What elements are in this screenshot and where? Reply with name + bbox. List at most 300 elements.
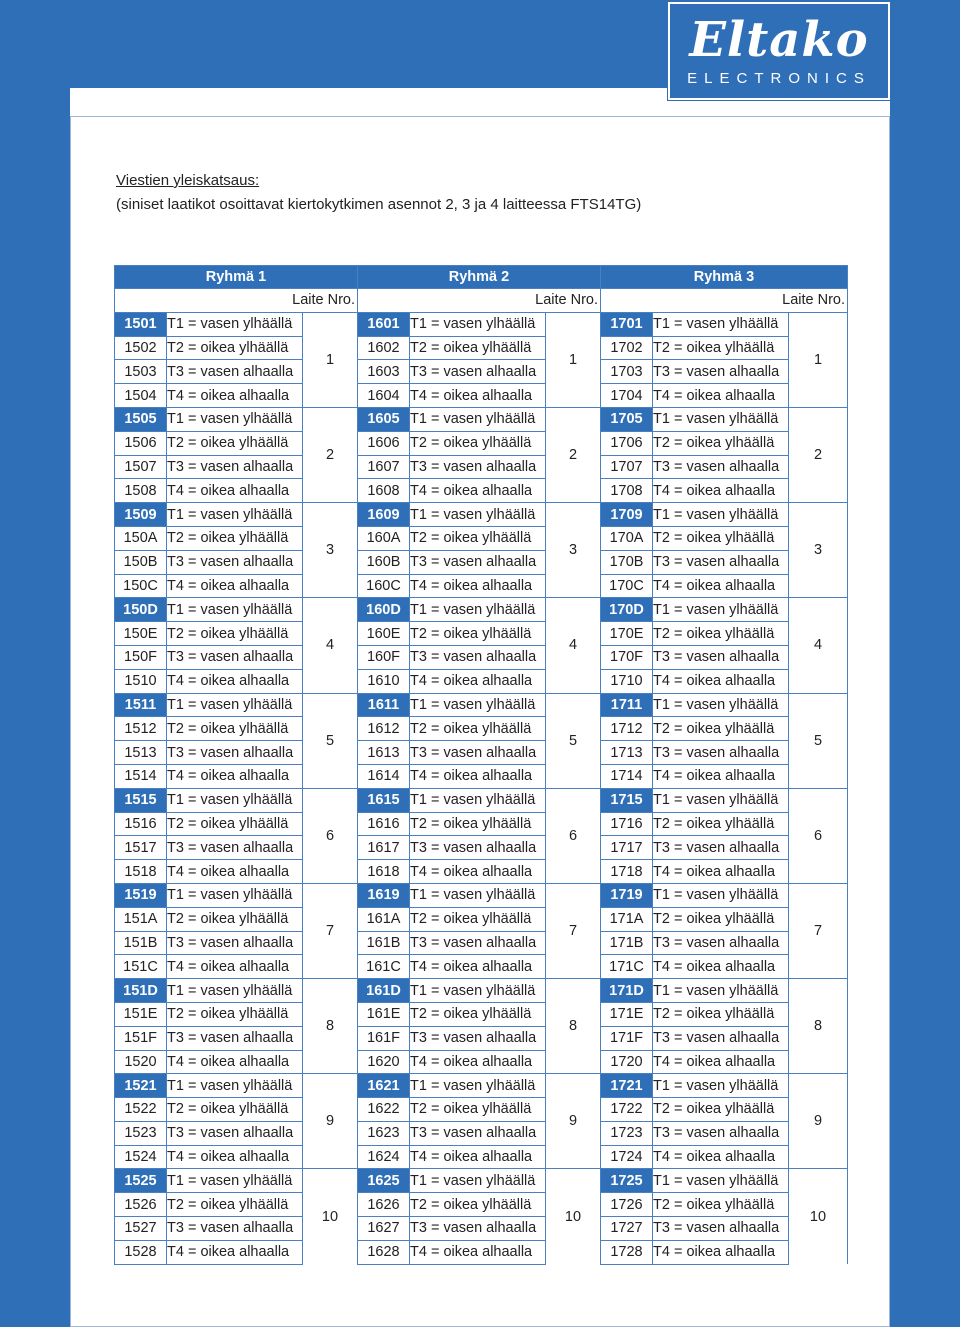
- button-description: T1 = vasen ylhäällä: [653, 503, 789, 527]
- message-code: 1725: [601, 1169, 653, 1193]
- button-description: T3 = vasen alhaalla: [653, 645, 789, 669]
- table-row: [115, 550, 848, 574]
- overview-heading: Viestien yleiskatsaus:: [116, 172, 260, 189]
- message-code: 1628: [358, 1240, 410, 1264]
- message-code: 1618: [358, 860, 410, 884]
- button-description: T4 = oikea alhaalla: [653, 1145, 789, 1169]
- message-code: 161E: [358, 1002, 410, 1026]
- device-number: 1: [303, 312, 358, 407]
- button-description: T4 = oikea alhaalla: [410, 574, 546, 598]
- table-row: [115, 836, 848, 860]
- message-code: 160E: [358, 622, 410, 646]
- button-description: T1 = vasen ylhäällä: [167, 979, 303, 1003]
- button-description: T2 = oikea ylhäällä: [167, 907, 303, 931]
- message-code: 161A: [358, 907, 410, 931]
- message-code: 1524: [115, 1145, 167, 1169]
- message-code: 161F: [358, 1026, 410, 1050]
- message-code: 1623: [358, 1121, 410, 1145]
- table-row: [115, 1240, 848, 1264]
- message-code: 1717: [601, 836, 653, 860]
- message-code: 1523: [115, 1121, 167, 1145]
- message-code: 160B: [358, 550, 410, 574]
- table-row: [115, 407, 848, 431]
- button-description: T3 = vasen alhaalla: [167, 1026, 303, 1050]
- button-description: T4 = oikea alhaalla: [653, 955, 789, 979]
- message-code: 171C: [601, 955, 653, 979]
- button-description: T1 = vasen ylhäällä: [653, 883, 789, 907]
- message-code: 1522: [115, 1098, 167, 1122]
- button-description: T4 = oikea alhaalla: [167, 1240, 303, 1264]
- table-row: [115, 764, 848, 788]
- button-description: T3 = vasen alhaalla: [410, 836, 546, 860]
- button-description: T4 = oikea alhaalla: [410, 669, 546, 693]
- device-number: 2: [546, 407, 601, 502]
- message-code: 1519: [115, 883, 167, 907]
- message-code: 1710: [601, 669, 653, 693]
- button-description: T4 = oikea alhaalla: [167, 764, 303, 788]
- button-description: T1 = vasen ylhäällä: [410, 1169, 546, 1193]
- button-description: T2 = oikea ylhäällä: [410, 812, 546, 836]
- table-row: [115, 336, 848, 360]
- button-description: T2 = oikea ylhäällä: [410, 431, 546, 455]
- overview-note: (siniset laatikot osoittavat kiertokytkimen asennot 2, 3 ja 4 laitteessa FTS14TG): [116, 196, 642, 213]
- message-code: 1702: [601, 336, 653, 360]
- button-description: T1 = vasen ylhäällä: [167, 883, 303, 907]
- message-code: 150B: [115, 550, 167, 574]
- device-number: 8: [303, 979, 358, 1074]
- message-code: 1520: [115, 1050, 167, 1074]
- device-label-row: [115, 289, 848, 313]
- message-code: 1503: [115, 360, 167, 384]
- device-number: 6: [303, 788, 358, 883]
- table-row: [115, 384, 848, 408]
- device-number: 5: [789, 693, 848, 788]
- message-code: 1626: [358, 1193, 410, 1217]
- table-row: [115, 1169, 848, 1193]
- message-code: 151E: [115, 1002, 167, 1026]
- button-description: T2 = oikea ylhäällä: [410, 1002, 546, 1026]
- button-description: T2 = oikea ylhäällä: [653, 907, 789, 931]
- button-description: T4 = oikea alhaalla: [653, 574, 789, 598]
- button-description: T1 = vasen ylhäällä: [653, 1074, 789, 1098]
- button-description: T4 = oikea alhaalla: [167, 669, 303, 693]
- button-description: T3 = vasen alhaalla: [410, 1217, 546, 1241]
- message-code: 1715: [601, 788, 653, 812]
- message-code: 160A: [358, 526, 410, 550]
- button-description: T4 = oikea alhaalla: [410, 1145, 546, 1169]
- button-description: T3 = vasen alhaalla: [653, 1121, 789, 1145]
- button-description: T2 = oikea ylhäällä: [167, 431, 303, 455]
- message-code: 1602: [358, 336, 410, 360]
- button-description: T1 = vasen ylhäällä: [653, 979, 789, 1003]
- message-code: 1516: [115, 812, 167, 836]
- button-description: T1 = vasen ylhäällä: [167, 1074, 303, 1098]
- message-code: 1701: [601, 312, 653, 336]
- message-code: 150D: [115, 598, 167, 622]
- button-description: T1 = vasen ylhäällä: [653, 312, 789, 336]
- message-code: 170A: [601, 526, 653, 550]
- button-description: T1 = vasen ylhäällä: [167, 503, 303, 527]
- message-code: 1722: [601, 1098, 653, 1122]
- table-row: [115, 1050, 848, 1074]
- logo-wordmark: Eltako: [689, 12, 869, 68]
- message-code: 151B: [115, 931, 167, 955]
- button-description: T4 = oikea alhaalla: [167, 955, 303, 979]
- message-code: 1724: [601, 1145, 653, 1169]
- device-number: 2: [789, 407, 848, 502]
- message-code: 1517: [115, 836, 167, 860]
- button-description: T3 = vasen alhaalla: [653, 360, 789, 384]
- table-row: [115, 788, 848, 812]
- message-code: 1622: [358, 1098, 410, 1122]
- button-description: T3 = vasen alhaalla: [167, 360, 303, 384]
- button-description: T2 = oikea ylhäällä: [410, 717, 546, 741]
- button-description: T1 = vasen ylhäällä: [167, 1169, 303, 1193]
- button-description: T1 = vasen ylhäällä: [410, 788, 546, 812]
- button-description: T1 = vasen ylhäällä: [410, 883, 546, 907]
- button-description: T4 = oikea alhaalla: [410, 860, 546, 884]
- button-description: T2 = oikea ylhäällä: [167, 1098, 303, 1122]
- message-code: 1619: [358, 883, 410, 907]
- message-code: 1609: [358, 503, 410, 527]
- message-code: 170E: [601, 622, 653, 646]
- button-description: T4 = oikea alhaalla: [167, 1050, 303, 1074]
- message-code: 1527: [115, 1217, 167, 1241]
- device-number: 1: [789, 312, 848, 407]
- table-row: [115, 598, 848, 622]
- message-code: 150F: [115, 645, 167, 669]
- message-code: 1526: [115, 1193, 167, 1217]
- button-description: T3 = vasen alhaalla: [410, 550, 546, 574]
- message-code: 1510: [115, 669, 167, 693]
- button-description: T4 = oikea alhaalla: [653, 669, 789, 693]
- message-code: 160F: [358, 645, 410, 669]
- button-description: T1 = vasen ylhäällä: [410, 598, 546, 622]
- button-description: T4 = oikea alhaalla: [653, 1240, 789, 1264]
- message-code: 1727: [601, 1217, 653, 1241]
- device-number: 3: [546, 503, 601, 598]
- device-number: 7: [789, 883, 848, 978]
- device-number: 8: [789, 979, 848, 1074]
- button-description: T3 = vasen alhaalla: [410, 741, 546, 765]
- message-code: 160D: [358, 598, 410, 622]
- group-header-3: Ryhmä 3: [601, 266, 848, 289]
- table-row: [115, 360, 848, 384]
- message-code: 171E: [601, 1002, 653, 1026]
- button-description: T3 = vasen alhaalla: [167, 550, 303, 574]
- button-description: T2 = oikea ylhäällä: [653, 336, 789, 360]
- button-description: T3 = vasen alhaalla: [410, 455, 546, 479]
- message-code: 1508: [115, 479, 167, 503]
- message-code: 170C: [601, 574, 653, 598]
- button-description: T3 = vasen alhaalla: [167, 645, 303, 669]
- button-description: T3 = vasen alhaalla: [167, 455, 303, 479]
- message-code: 1616: [358, 812, 410, 836]
- button-description: T2 = oikea ylhäällä: [653, 526, 789, 550]
- button-description: T2 = oikea ylhäällä: [653, 431, 789, 455]
- button-description: T2 = oikea ylhäällä: [410, 622, 546, 646]
- message-code: 1613: [358, 741, 410, 765]
- button-description: T3 = vasen alhaalla: [167, 741, 303, 765]
- message-code: 1707: [601, 455, 653, 479]
- button-description: T1 = vasen ylhäällä: [167, 693, 303, 717]
- message-code: 151A: [115, 907, 167, 931]
- button-description: T3 = vasen alhaalla: [410, 645, 546, 669]
- message-code: 150C: [115, 574, 167, 598]
- button-description: T4 = oikea alhaalla: [410, 1240, 546, 1264]
- message-code: 1604: [358, 384, 410, 408]
- message-code: 1501: [115, 312, 167, 336]
- button-description: T2 = oikea ylhäällä: [410, 1098, 546, 1122]
- message-code: 1614: [358, 764, 410, 788]
- button-description: T4 = oikea alhaalla: [167, 574, 303, 598]
- message-code: 151D: [115, 979, 167, 1003]
- table-row: [115, 907, 848, 931]
- button-description: T2 = oikea ylhäällä: [167, 622, 303, 646]
- button-description: T2 = oikea ylhäällä: [167, 336, 303, 360]
- message-code: 1601: [358, 312, 410, 336]
- table-row: [115, 812, 848, 836]
- button-description: T2 = oikea ylhäällä: [410, 336, 546, 360]
- message-code: 151C: [115, 955, 167, 979]
- device-label-1: Laite Nro.: [115, 289, 358, 313]
- button-description: T4 = oikea alhaalla: [167, 1145, 303, 1169]
- table-row: [115, 1074, 848, 1098]
- button-description: T2 = oikea ylhäällä: [410, 526, 546, 550]
- message-code: 1514: [115, 764, 167, 788]
- button-description: T4 = oikea alhaalla: [410, 1050, 546, 1074]
- button-description: T1 = vasen ylhäällä: [167, 407, 303, 431]
- button-description: T4 = oikea alhaalla: [410, 764, 546, 788]
- message-code: 1605: [358, 407, 410, 431]
- logo-subtitle: ELECTRONICS: [687, 70, 871, 87]
- message-code: 1513: [115, 741, 167, 765]
- message-code: 170D: [601, 598, 653, 622]
- message-code: 1705: [601, 407, 653, 431]
- message-code: 1612: [358, 717, 410, 741]
- button-description: T3 = vasen alhaalla: [653, 836, 789, 860]
- message-code: 1624: [358, 1145, 410, 1169]
- button-description: T4 = oikea alhaalla: [653, 1050, 789, 1074]
- button-description: T3 = vasen alhaalla: [410, 1121, 546, 1145]
- message-code: 1703: [601, 360, 653, 384]
- button-description: T4 = oikea alhaalla: [653, 764, 789, 788]
- button-description: T1 = vasen ylhäällä: [410, 693, 546, 717]
- button-description: T1 = vasen ylhäällä: [410, 979, 546, 1003]
- message-code: 1726: [601, 1193, 653, 1217]
- button-description: T1 = vasen ylhäällä: [167, 598, 303, 622]
- button-description: T2 = oikea ylhäällä: [167, 1002, 303, 1026]
- device-number: 5: [303, 693, 358, 788]
- button-description: T1 = vasen ylhäällä: [167, 788, 303, 812]
- table-row: [115, 1145, 848, 1169]
- button-description: T3 = vasen alhaalla: [410, 931, 546, 955]
- message-code: 151F: [115, 1026, 167, 1050]
- button-description: T1 = vasen ylhäällä: [167, 312, 303, 336]
- page-number: 16: [857, 1296, 872, 1311]
- table-row: [115, 979, 848, 1003]
- device-number: 4: [303, 598, 358, 693]
- button-description: T4 = oikea alhaalla: [410, 384, 546, 408]
- message-code: 1525: [115, 1169, 167, 1193]
- message-code: 1621: [358, 1074, 410, 1098]
- message-code: 1603: [358, 360, 410, 384]
- message-code: 150A: [115, 526, 167, 550]
- message-code: 161D: [358, 979, 410, 1003]
- message-code: 1714: [601, 764, 653, 788]
- table-row: [115, 622, 848, 646]
- table-row: [115, 574, 848, 598]
- table-row: [115, 1193, 848, 1217]
- message-code: 1721: [601, 1074, 653, 1098]
- table-row: [115, 741, 848, 765]
- button-description: T1 = vasen ylhäällä: [653, 1169, 789, 1193]
- button-description: T1 = vasen ylhäällä: [410, 312, 546, 336]
- device-number: 8: [546, 979, 601, 1074]
- button-description: T1 = vasen ylhäällä: [410, 407, 546, 431]
- message-code: 1620: [358, 1050, 410, 1074]
- group-header-1: Ryhmä 1: [115, 266, 358, 289]
- button-description: T3 = vasen alhaalla: [410, 360, 546, 384]
- button-description: T3 = vasen alhaalla: [167, 1121, 303, 1145]
- device-number: 3: [789, 503, 848, 598]
- device-number: 10: [546, 1169, 601, 1264]
- message-code: 1608: [358, 479, 410, 503]
- button-description: T2 = oikea ylhäällä: [167, 1193, 303, 1217]
- group-header-row: [115, 266, 848, 289]
- message-code: 170F: [601, 645, 653, 669]
- button-description: T3 = vasen alhaalla: [167, 931, 303, 955]
- left-margin-band: [0, 88, 70, 1327]
- message-code: 1709: [601, 503, 653, 527]
- message-code: 1708: [601, 479, 653, 503]
- message-code: 1506: [115, 431, 167, 455]
- message-code: 161C: [358, 955, 410, 979]
- message-code: 1515: [115, 788, 167, 812]
- message-code: 171B: [601, 931, 653, 955]
- message-code: 1711: [601, 693, 653, 717]
- table-row: [115, 1217, 848, 1241]
- button-description: T3 = vasen alhaalla: [653, 931, 789, 955]
- table-row: [115, 503, 848, 527]
- group-header-2: Ryhmä 2: [358, 266, 601, 289]
- message-code: 150E: [115, 622, 167, 646]
- button-description: T4 = oikea alhaalla: [167, 479, 303, 503]
- message-code: 171A: [601, 907, 653, 931]
- table-row: [115, 455, 848, 479]
- device-number: 6: [546, 788, 601, 883]
- table-row: [115, 931, 848, 955]
- device-number: 4: [546, 598, 601, 693]
- button-description: T3 = vasen alhaalla: [653, 1026, 789, 1050]
- table-row: [115, 1026, 848, 1050]
- message-code: 170B: [601, 550, 653, 574]
- message-code: 160C: [358, 574, 410, 598]
- button-description: T1 = vasen ylhäällä: [653, 598, 789, 622]
- message-code: 1512: [115, 717, 167, 741]
- table-row: [115, 645, 848, 669]
- table-row: [115, 955, 848, 979]
- message-code: 1719: [601, 883, 653, 907]
- button-description: T1 = vasen ylhäällä: [410, 503, 546, 527]
- button-description: T4 = oikea alhaalla: [653, 860, 789, 884]
- button-description: T3 = vasen alhaalla: [167, 1217, 303, 1241]
- message-code: 1617: [358, 836, 410, 860]
- button-description: T4 = oikea alhaalla: [167, 860, 303, 884]
- device-number: 2: [303, 407, 358, 502]
- button-description: T2 = oikea ylhäällä: [653, 1098, 789, 1122]
- message-code: 1502: [115, 336, 167, 360]
- button-description: T4 = oikea alhaalla: [167, 384, 303, 408]
- message-code: 1713: [601, 741, 653, 765]
- device-number: 5: [546, 693, 601, 788]
- message-code: 1505: [115, 407, 167, 431]
- message-code: 1728: [601, 1240, 653, 1264]
- message-code: 171F: [601, 1026, 653, 1050]
- device-number: 4: [789, 598, 848, 693]
- message-code: 1712: [601, 717, 653, 741]
- table-row: [115, 669, 848, 693]
- message-code: 1704: [601, 384, 653, 408]
- button-description: T3 = vasen alhaalla: [653, 1217, 789, 1241]
- table-row: [115, 717, 848, 741]
- message-code: 1720: [601, 1050, 653, 1074]
- message-code: 171D: [601, 979, 653, 1003]
- button-description: T2 = oikea ylhäällä: [167, 812, 303, 836]
- table-row: [115, 1002, 848, 1026]
- button-description: T4 = oikea alhaalla: [410, 479, 546, 503]
- device-number: 10: [303, 1169, 358, 1264]
- device-number: 10: [789, 1169, 848, 1264]
- button-description: T1 = vasen ylhäällä: [653, 693, 789, 717]
- device-label-3: Laite Nro.: [601, 289, 848, 313]
- message-code: 1511: [115, 693, 167, 717]
- device-number: 1: [546, 312, 601, 407]
- table-row: [115, 1121, 848, 1145]
- message-code: 1716: [601, 812, 653, 836]
- right-margin-band: [890, 88, 960, 1327]
- device-number: 9: [303, 1074, 358, 1169]
- button-description: T3 = vasen alhaalla: [167, 836, 303, 860]
- message-code: 1718: [601, 860, 653, 884]
- message-code: 1607: [358, 455, 410, 479]
- message-code: 1518: [115, 860, 167, 884]
- table-row: [115, 860, 848, 884]
- button-description: T1 = vasen ylhäällä: [410, 1074, 546, 1098]
- table-row: [115, 312, 848, 336]
- message-code: 1606: [358, 431, 410, 455]
- button-description: T1 = vasen ylhäällä: [653, 788, 789, 812]
- button-description: T2 = oikea ylhäällä: [167, 526, 303, 550]
- button-description: T2 = oikea ylhäällä: [410, 907, 546, 931]
- message-code: 1723: [601, 1121, 653, 1145]
- eltako-logo: [668, 2, 890, 100]
- message-code: 1504: [115, 384, 167, 408]
- table-row: [115, 693, 848, 717]
- button-description: T3 = vasen alhaalla: [653, 741, 789, 765]
- message-code: 1706: [601, 431, 653, 455]
- button-description: T2 = oikea ylhäällä: [653, 812, 789, 836]
- button-description: T2 = oikea ylhäällä: [653, 1002, 789, 1026]
- button-description: T4 = oikea alhaalla: [653, 479, 789, 503]
- table-row: [115, 431, 848, 455]
- message-code: 1509: [115, 503, 167, 527]
- button-description: T2 = oikea ylhäällä: [410, 1193, 546, 1217]
- device-number: 3: [303, 503, 358, 598]
- button-description: T3 = vasen alhaalla: [410, 1026, 546, 1050]
- table-row: [115, 1098, 848, 1122]
- telegram-overview-table: [114, 265, 848, 1265]
